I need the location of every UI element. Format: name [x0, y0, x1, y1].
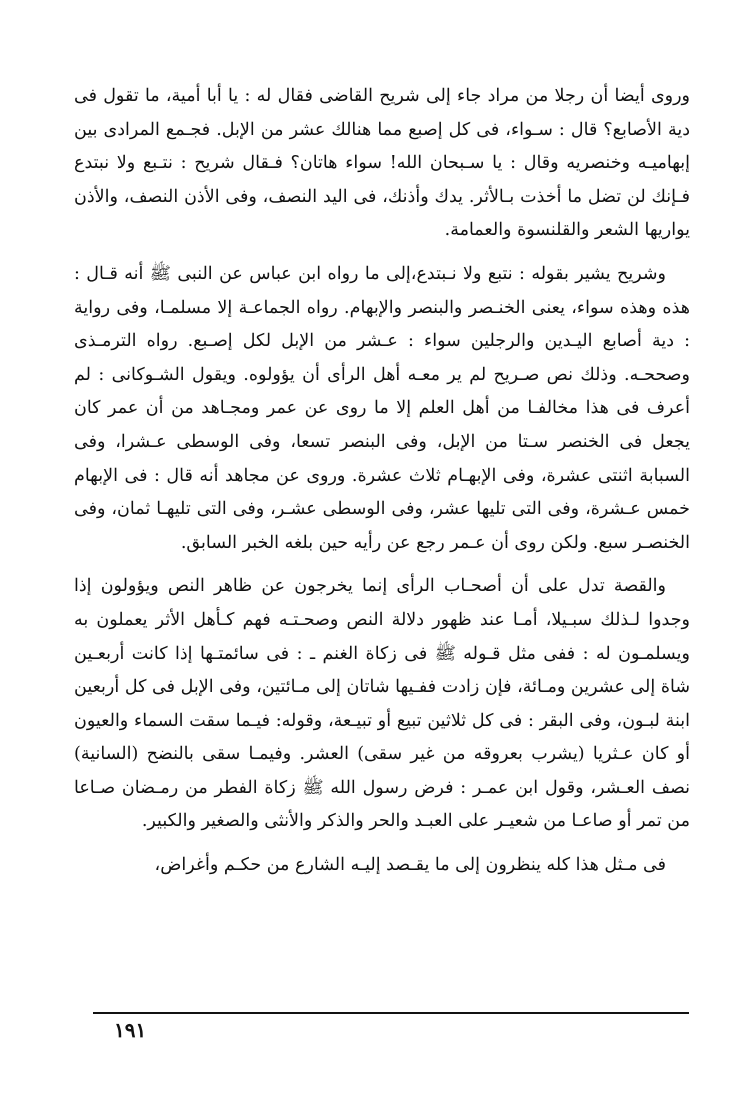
footer-rule	[93, 1012, 689, 1014]
paragraph-4: فى مـثل هذا كله ينظرون إلى ما يقـصد إليـه الشارع من حكـم وأغراض،	[154, 855, 666, 876]
paragraph-3: والقصة تدل على أن أصحـاب الرأى إنما يخرجون عن ظاهر النص ويؤولون إذا وجدوا لـذلك سبـيلا، أمـا عند ظهور دلالة النص وصحـتـه فهم كـأهل الأثر يعملون به ويسلمـون له : ففى مثل قـوله ﷺ فى زكاة الغنم ـ : فى سائمتـها إذا كانت أربعـين شاة إلى عشرين ومـائة، فإن زادت ففـيها شاتان إلى مـائتين، وفى الإبل فى كل أربعين ابنة لبـون، وفى البقر : فى كل ثلاثين تبيع أو تبيـعة، وقوله: فيـما سقت السماء والعيون أو كان عـثريا (يشرب بعروقه من غير سقى) العشر. وفيمـا سقى بالنضح (السانية) نصف العـشر، وقول ابن عمـر : فرض رسول الله ﷺ زكاة الفطر من رمـضان صـاعا من تمر أو صاعـا من شعيـر على العبـد والحر والذكر والأنثى والصغير والكبير.	[74, 576, 690, 832]
paragraph-2: وشريح يشير بقوله : نتبع ولا نـبتدع،إلى ما رواه ابن عباس عن النبى ﷺ أنه قـال : هذه وهذه سواء، يعنى الخنـصر والبنصر والإبهام. رواه الجماعـة إلا مسلمـا، وفى رواية : دية أصابع اليـدين والرجلين سواء : عـشر من الإبل لكل إصـبع. رواه الترمـذى وصححـه. وذلك نص صـريح لم ير معـه أهل الرأى أن يؤولوه. ويقول الشـوكانى : لم أعرف فى هذا مخالفـا من أهل العلم إلا ما روى عن عمر ومجـاهد من أن عمر كان يجعل فى الخنصر سـتا من الإبل، وفى البنصر تسعا، وفى الوسطى عـشرا، وفى السبابة اثنتى عشرة، وفى الإبهـام ثلاث عشرة. وروى عن مجاهد أنه قال : فى الإبهام خمس عـشرة، وفى التى تليها عشر، وفى الوسطى عشـر، وفى التى تليهـا ثمان، وفى الخنصـر سبع. ولكن روى أن عـمر رجع عن رأيه حين بلغه الخبر السابق.	[74, 263, 690, 553]
paragraph-1: وروى أيضا أن رجلا من مراد جاء إلى شريح القاضى فقال له : يا أبا أمية، ما تقول فى دية الأصابع؟ قال : سـواء، فى كل إصبع مما هنالك عشر من الإبل. فجـمع المرادى بين إبهاميـه وخنصريه وقال : يا سـبحان الله! سواء هاتان؟ فـقال شريح : نتـبع ولا نبتدع فـإنك لن تضل ما أخذت بـالأثر. يدك وأذنك، فى اليد النصف، وفى الأذن النصف، والأذن يواريها الشعر والقلنسوة والعمامة.	[74, 86, 690, 241]
body-text	[74, 80, 690, 883]
page-number: ١٩١	[114, 1018, 147, 1042]
